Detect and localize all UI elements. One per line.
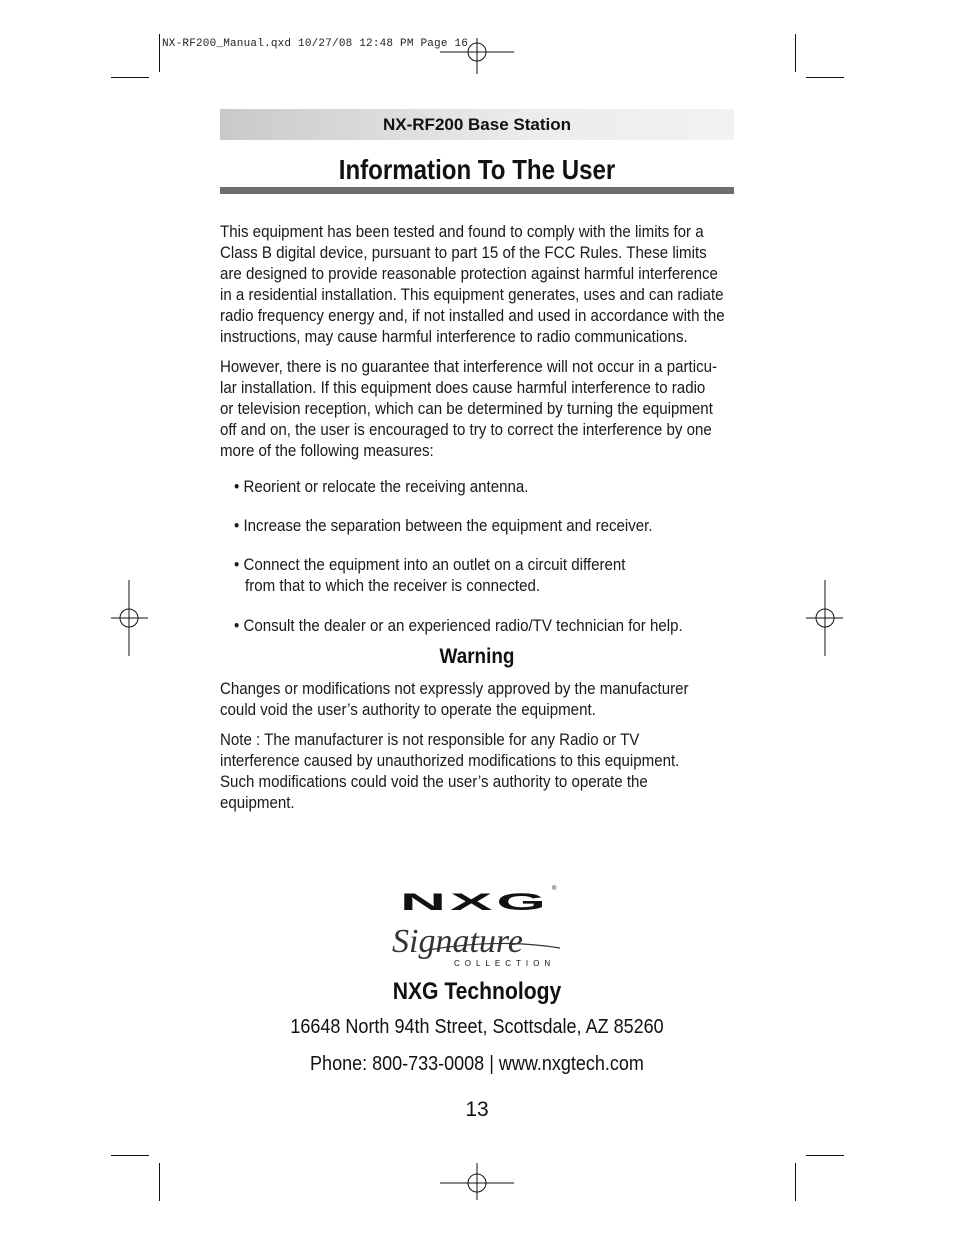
text-line: off and on, the user is encouraged to try to correct the interference by one xyxy=(220,421,712,439)
text-line: lar installation. If this equipment does cause harmful interference to radio xyxy=(220,379,706,397)
nxg-signature-logo xyxy=(388,880,568,970)
warning-heading: Warning xyxy=(439,645,515,668)
text-line: equipment. xyxy=(220,794,295,812)
logo-script: Signature xyxy=(392,923,523,960)
text-line: Such modifications could void the user’s authority to operate the xyxy=(220,773,648,791)
logo-registered: ® xyxy=(552,886,557,892)
bullet-text: • Connect the equipment into an outlet on a circuit different xyxy=(234,556,626,574)
page-title: Information To The User xyxy=(338,154,616,185)
fcc-paragraph-1 xyxy=(220,222,735,348)
text-line: interference caused by unauthorized modifications to this equipment. xyxy=(220,752,680,770)
fcc-paragraph-2 xyxy=(220,357,735,462)
file-slug: NX-RF200_Manual.qxd 10/27/08 12:48 PM Page 16 xyxy=(162,38,469,50)
bullet-text-continued: from that to which the receiver is connected. xyxy=(245,577,541,595)
logo-brand: NXG xyxy=(400,887,550,916)
text-line: in a residential installation. This equipment generates, uses and can radiate xyxy=(220,286,724,304)
bullet-text: • Reorient or relocate the receiving antenna. xyxy=(234,478,529,496)
bullet-item xyxy=(234,477,528,498)
warning-paragraph-1 xyxy=(220,679,735,721)
text-line: could void the user’s authority to operate the equipment. xyxy=(220,701,596,719)
header-bar xyxy=(220,109,734,140)
bullet-item xyxy=(234,616,683,637)
warning-paragraph-2 xyxy=(220,730,735,814)
text-line: more of the following measures: xyxy=(220,442,434,460)
bullet-item xyxy=(234,555,625,597)
bullet-item xyxy=(234,516,653,537)
text-line: are designed to provide reasonable protection against harmful interference xyxy=(220,265,718,283)
page-number: 13 xyxy=(465,1098,489,1121)
company-contact: Phone: 800-733-0008 | www.nxgtech.com xyxy=(310,1053,644,1075)
company-address: 16648 North 94th Street, Scottsdale, AZ 85260 xyxy=(290,1016,664,1038)
text-line: or television reception, which can be determined by turning the equipment xyxy=(220,400,713,418)
logo-sub: COLLECTION xyxy=(454,959,556,968)
bullet-text: • Increase the separation between the equipment and receiver. xyxy=(234,517,653,535)
text-line: Class B digital device, pursuant to part 15 of the FCC Rules. These limits xyxy=(220,244,707,262)
text-line: Note : The manufacturer is not responsible for any Radio or TV xyxy=(220,731,640,749)
bullet-text: • Consult the dealer or an experienced radio/TV technician for help. xyxy=(234,617,683,635)
title-rule xyxy=(220,187,734,194)
text-line: This equipment has been tested and found to comply with the limits for a xyxy=(220,223,704,241)
text-line: radio frequency energy and, if not installed and used in accordance with the xyxy=(220,307,725,325)
text-line: However, there is no guarantee that interference will not occur in a particu- xyxy=(220,358,718,376)
text-line: instructions, may cause harmful interference to radio communications. xyxy=(220,328,688,346)
company-name: NXG Technology xyxy=(392,978,562,1005)
text-line: Changes or modifications not expressly approved by the manufacturer xyxy=(220,680,689,698)
header-bar-label: NX-RF200 Base Station xyxy=(383,114,571,134)
